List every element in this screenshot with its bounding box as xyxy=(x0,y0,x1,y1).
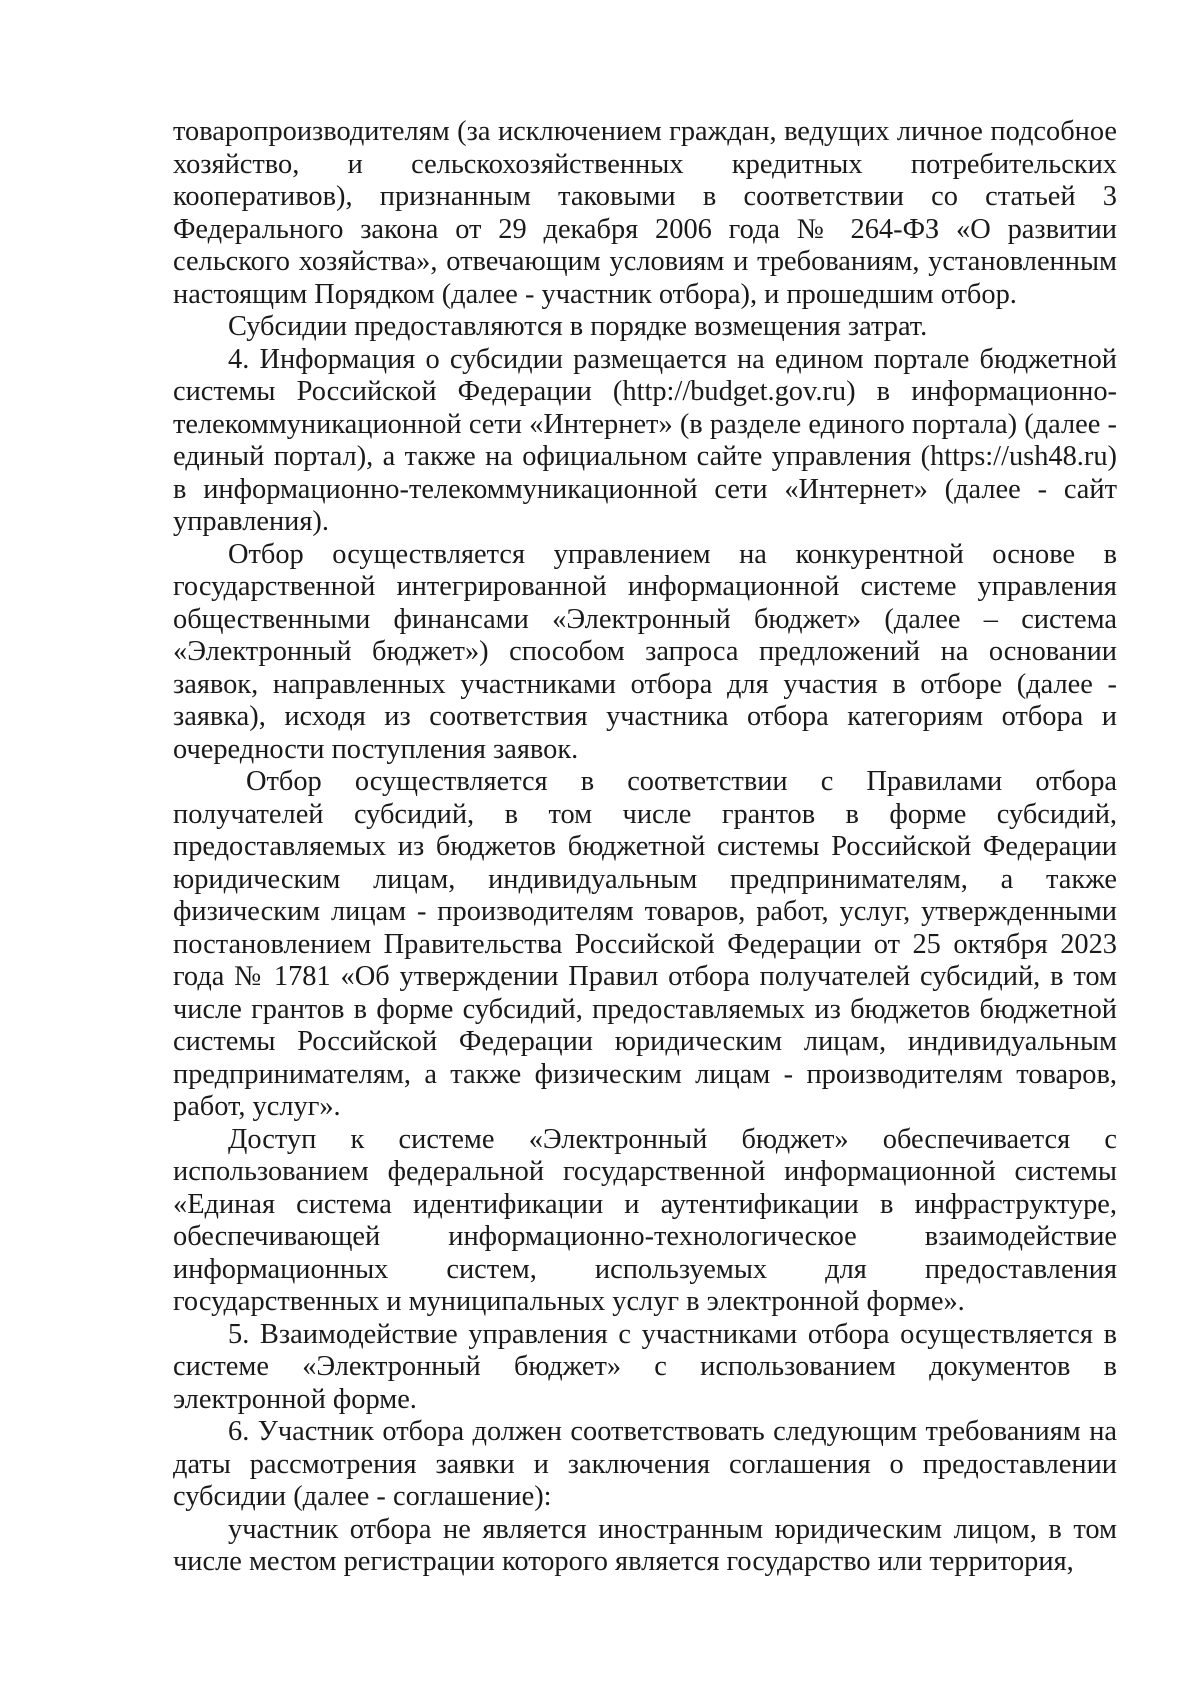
paragraph-item-4: 4. Информация о субсидии размещается на едином портале бюджетной системы Российской Федерации (http://budget.gov.ru) в информационно-телекоммуникационной сети «Интернет» (в разделе единого портала) (далее - единый портал), а также на официальном сайте управления (https://ush48.ru) в информационно-телекоммуникационной сети «Интернет» (далее - сайт управления). xyxy=(173,343,1117,537)
paragraph-requirement-foreign-entity: участник отбора не является иностранным юридическим лицом, в том числе местом регистрации которого является государство или территория, xyxy=(173,1513,1117,1577)
paragraph-selection-rules: Отбор осуществляется в соответствии с Правилами отбора получателей субсидий, в том числе грантов в форме субсидий, предоставляемых из бюджетов бюджетной системы Российской Федерации юридическим лицам, индивидуальным предпринимателям, а также физическим лицам - производителям товаров, работ, услуг, утвержденными постановлением Правительства Российской Федерации от 25 октября 2023 года № 1781 «Об утверждении Правил отбора получателей субсидий, в том числе грантов в форме субсидий, предоставляемых из бюджетов бюджетной системы Российской Федерации юридическим лицам, индивидуальным предпринимателям, а также физическим лицам - производителям товаров, работ, услуг». xyxy=(173,766,1117,1122)
paragraph-selection-method: Отбор осуществляется управлением на конкурентной основе в государственной интегрированной информационной системе управления общественными финансами «Электронный бюджет» (далее – система «Электронный бюджет») способом запроса предложений на основании заявок, направленных участниками отбора для участия в отборе (далее - заявка), исходя из соответствия участника отбора категориям отбора и очередности поступления заявок. xyxy=(173,538,1117,765)
paragraph-continuation: товаропроизводителям (за исключением граждан, ведущих личное подсобное хозяйство, и сельскохозяйственных кредитных потребительских кооперативов), признанным таковыми в соответствии со статьей 3 Федерального закона от 29 декабря 2006 года № 264-ФЗ «О развитии сельского хозяйства», отвечающим условиям и требованиям, установленным настоящим Порядком (далее - участник отбора), и прошедшим отбор. xyxy=(173,116,1117,310)
paragraph-system-access: Доступ к системе «Электронный бюджет» обеспечивается с использованием федеральной государственной информационной системы «Единая система идентификации и аутентификации в инфраструктуре, обеспечивающей информационно-технологическое взаимодействие информационных систем, используемых для предоставления государственных и муниципальных услуг в электронной форме». xyxy=(173,1123,1117,1317)
paragraph-item-6: 6. Участник отбора должен соответствовать следующим требованиям на даты рассмотрения заявки и заключения соглашения о предоставлении субсидии (далее - соглашение): xyxy=(173,1416,1117,1512)
paragraph-subsidy-reimbursement: Субсидии предоставляются в порядке возмещения затрат. xyxy=(228,311,928,342)
document-page xyxy=(173,116,1117,1579)
paragraph-item-5: 5. Взаимодействие управления с участниками отбора осуществляется в системе «Электронный бюджет» с использованием документов в электронной форме. xyxy=(173,1318,1117,1415)
